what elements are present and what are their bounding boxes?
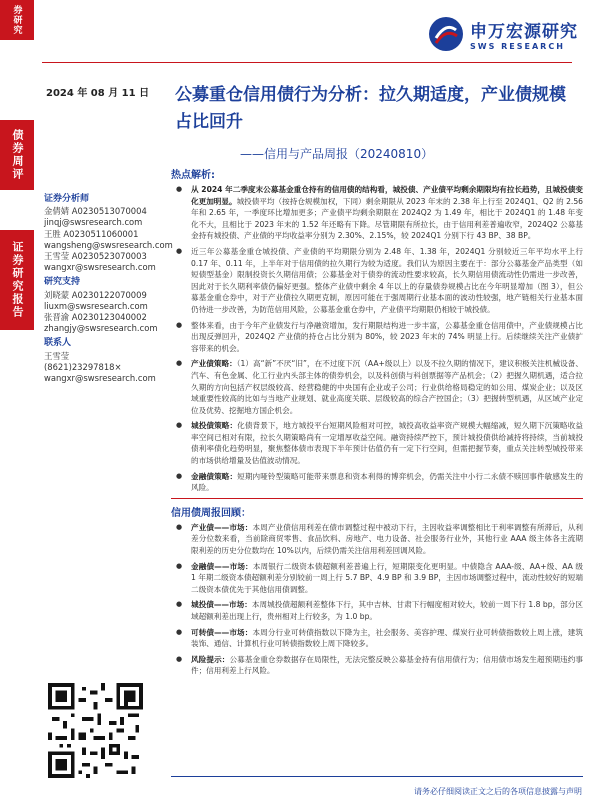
logo: [428, 16, 578, 52]
analyst-email[interactable]: wangxr@swsresearch.com: [44, 262, 156, 273]
report-title: 公募重仓信用债行为分析：拉久期适度，产业债规模占比回升: [175, 85, 566, 132]
list-item: ● 整体来看，由于今年产业债发行与净融资增加，发行期限结构进一步丰富，公募基金重仓信用债中，产业债规模占比出现反弹回升，2024Q2 产业债的持仓占比分别为 80%，较 2023 年末的 74% 明显上行。后续继续关注产业债扩容带来的机会。: [171, 320, 583, 355]
contact-name: 王雪莹: [44, 350, 70, 361]
footer-divider: [171, 776, 583, 777]
weekly-review-list: [171, 522, 583, 677]
support-email[interactable]: liuxm@swsresearch.com: [44, 300, 148, 311]
logo-name-cn: 申万宏源研究: [470, 22, 578, 42]
hot-topics-list: [171, 184, 583, 494]
author-info: [44, 190, 173, 384]
logo-name-en: SWS RESEARCH: [470, 42, 565, 51]
list-item: ● 近三年公募基金重仓城投债、产业债的平均期限分别为 2.48 年、1.38 年，2024Q1 分别较近三年平均水平上行 0.17 年、0.11 年，上半年对于信用债的拉久期行为较为适度。我们认为原因主要在于：部分公募基金产品类型（如短债型基金）限制投资长久期信用债；公募基金对于债券的流动性要求较高，长久期信用债流动性仍需进一步改善，因此对于长久期利率债仍偏好更强。整体产业债中剩余 4 年以上的存量债券规模占比在今年明显增加（图 3），但公募基金重仓券中，对于产业债拉久期更克制，原因可能在于强周期行业基本面的波动性较强，地产链相关行业基本面仍待进一步改善，为防范信用风险，公募基金重仓券中，产业债平均期限仍相较于城投债。: [171, 246, 583, 316]
list-item: ● 城投债——市场：本周城投债超额利差整体下行，其中吉林、甘肃下行幅度相对较大，较前一周下行 1.8 bp，部分区域超额利差出现上行，贵州相对上行较多，为 1.0 bp。: [171, 599, 583, 622]
report-body: [171, 166, 583, 681]
report-subtitle: ——信用与产品周报（20240810）: [240, 147, 434, 161]
list-item: ● 风险提示：公募基金重仓券数据存在局限性，无法完整反映公募基金持有信用债行为；信用债市场发生超预期违约事件；信用利差上行风险。: [171, 654, 583, 677]
list-item: ● 产业债——市场：本周产业债信用利差在债市调整过程中被动下行，主因收益率调整相比于利率调整有所滞后，从利差分位数来看，当前除商贸零售、食品饮料、房地产、电力设备、社会服务行业外，其他行业 AAA 级主体各主流期限利差的历史分位数均在 10%以内，后续仍需关注信用利差回调风险。: [171, 522, 583, 557]
logo-mark-icon: [428, 16, 464, 52]
list-item: ● 产业债策略：（1）高“新”不厌“旧”，在不过度下沉（AA+级以上）以及不拉久期的情况下，建议积极关注机械设备、汽车、有色金属、化工行业内头部主体的债券机会，以及科创债与科创票据等产品机会；（2）把握久期机遇，适合拉久期的方向包括产权层级较高、经营稳健的中央国有企业或子公司；行业供给格局稳定的如公用、煤炭企业；以及区域重要性较高的比如与当地产业规划、就业高度关联、层级较高的综合产控国企；（3）把握转型机遇，从区域产业定位及优势、挖掘地方国企机会。: [171, 358, 583, 416]
hot-topics-heading: 热点解析:: [171, 170, 215, 181]
analyst-email[interactable]: wangsheng@swsresearch.com: [44, 239, 173, 250]
sidebar-report-type: 债券周评: [0, 120, 34, 190]
analyst-line: 金倩婧 A0230513070004: [44, 206, 147, 217]
support-line: 张晋渝 A0230123040002: [44, 312, 147, 323]
disclaimer: 请务必仔细阅读正文之后的各项信息披露与声明: [414, 787, 582, 796]
list-item: ● 从 2024 年二季度末公募基金重仓持有的信用债的结构看，城投债、产业债平均剩余期限均有拉长趋势，且城投债变化更加明显。城投债平均（按持仓规模加权，下同）剩余期限从 2023 年末的 2.38 年上行至 2024Q1、Q2 的 2.56 年和 2.65 年，一季度环比增加更多；产业债平均剩余期限在 2024Q2 为 1.49 年，相比于 2024Q1 的 1.48 年变化不大，且相比于 2023 年末的 1.52 年还略有下降。尽管期限有所拉长，由于信用利差普遍收窄，2024Q2 公募基金持有城投债、产业债的平均收益率分别为 2.30%、2.15%，较 2024Q1 分别下行 43 BP、38 BP。: [171, 184, 583, 242]
header-divider: [42, 62, 572, 63]
analyst-line: 王胜 A0230511060001: [44, 228, 139, 239]
contact-label: 联系人: [44, 338, 72, 349]
list-item: ● 金融债——市场：本周银行二级资本债超额利差普遍上行，短期限变化更明显。中债隐含 AAA-级、AA+级、AA 级 1 年期二级资本债超额利差分别较前一周上行 5.7 BP、4.9 BP 和 3.9 BP，主因市场调整过程中，流动性较好的短端二级资本债优先于其他信用债调整。: [171, 561, 583, 596]
report-date: 2024 年 08 月 11 日: [46, 88, 150, 99]
support-label: 研究支持: [44, 277, 81, 288]
qr-code-icon: [48, 683, 143, 778]
weekly-review-heading: 信用债周报回顾：: [171, 507, 251, 519]
support-line: 刘晓蒙 A0230122070009: [44, 289, 147, 300]
analyst-line: 王雪莹 A0230523070003: [44, 251, 147, 262]
list-item: ● 城投债策略：化债背景下，地方城投平台短期风险相对可控，城投高收益率资产规模大幅缩减，短久期下沉策略收益率空间已相对有限，拉长久期策略尚有一定增厚收益空间。融资持续严控下，预计城投债供给减持将持续，当前城投债利率债化趋势明显，聚焦整体债市表现下半年预计估值仍有一定下行空间，但需把握节奏，重点关注转型城投带来的市场供给增量及估值波动情况。: [171, 420, 583, 466]
contact-email[interactable]: wangxr@swsresearch.com: [44, 373, 156, 384]
list-item: ● 金融债策略：短期内哑铃型策略可能带来票息和资本利得的博弈机会，仍需关注中小行二永债不赎回事件敏感发生的风险。: [171, 471, 583, 494]
section-divider: [171, 498, 583, 499]
analyst-email[interactable]: jinqj@swsresearch.com: [44, 217, 143, 228]
sidebar-report-category: 证券研究报告: [0, 230, 34, 330]
analysts-label: 证券分析师: [44, 194, 90, 204]
list-item: ● 可转债——市场：本周分行业可转债指数以下降为主，社会服务、美容护理、煤炭行业可转债指数较上周上涨，建筑装饰、通信、计算机行业可转债指数较上周下降较多。: [171, 627, 583, 650]
support-email[interactable]: zhangjy@swsresearch.com: [44, 323, 158, 334]
contact-phone: (8621)23297818×: [44, 361, 122, 372]
sidebar-tag: 券研究: [0, 0, 34, 40]
